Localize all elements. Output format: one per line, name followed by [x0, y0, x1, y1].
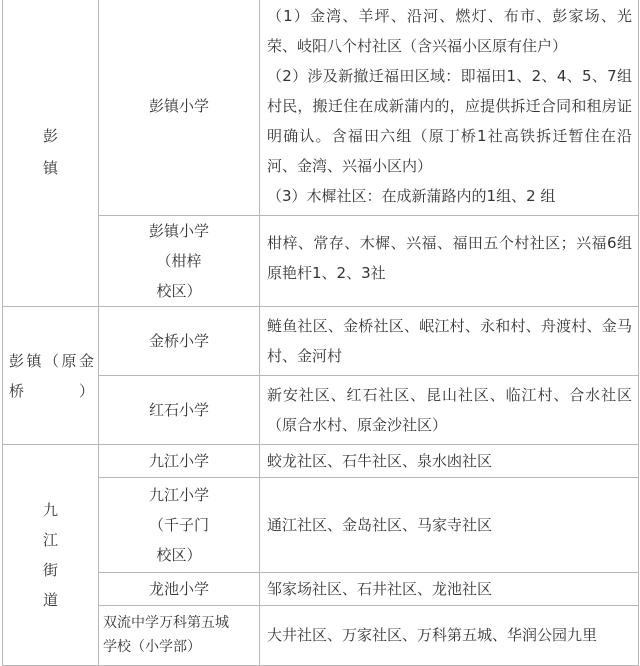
- area-cell: [260, 573, 639, 606]
- school-cell: [99, 376, 260, 445]
- town-cell: [3, 0, 99, 307]
- school-name-line: 学校（小学部）: [103, 639, 201, 656]
- school-name-line: （柑梓: [156, 252, 202, 270]
- school-name: 九江小学: [148, 451, 209, 470]
- school-name: 龙池小学: [148, 580, 209, 599]
- area-cell: [260, 477, 639, 573]
- area-item: 通江社区、金岛社区、马家寺社区: [267, 515, 493, 534]
- area-item: 新安社区、红石社区、昆山社区、临江村、合水社区（原合水村、原金沙社区）: [267, 386, 632, 434]
- area-item: 邹家场社区、石井社区、龙池社区: [267, 580, 493, 599]
- table-row: [3, 216, 639, 307]
- area-item: （3）木樨社区：在成新蒲路内的1组、2 组: [267, 187, 556, 205]
- area-cell: [260, 376, 639, 445]
- school-cell: [99, 477, 260, 573]
- town-cell: [3, 307, 99, 445]
- area-cell: [260, 216, 639, 307]
- area-cell: [260, 0, 639, 216]
- table-row: [3, 573, 639, 606]
- town-cell: [3, 445, 99, 666]
- school-cell: [99, 307, 260, 376]
- town-name: 彭镇（原金桥）: [9, 351, 94, 400]
- school-name: 彭镇小学: [148, 97, 209, 115]
- school-cell: [99, 573, 260, 606]
- table-row: [3, 376, 639, 445]
- school-name-line: 九江小学: [148, 485, 209, 504]
- school-cell: [99, 216, 260, 307]
- table-row: [3, 605, 639, 665]
- area-cell: [260, 445, 639, 478]
- area-item: 蛟龙社区、石牛社区、泉水凼社区: [267, 451, 493, 470]
- school-cell: [99, 0, 260, 216]
- school-name-line: （千子门: [148, 515, 209, 534]
- school-name: 金桥小学: [148, 332, 209, 350]
- school-district-table: [2, 0, 639, 666]
- school-name-line: 双流中学万科第五城: [103, 615, 229, 632]
- table-row: [3, 307, 639, 376]
- school-name-line: 彭镇小学: [148, 222, 209, 240]
- school-name-line: 校区）: [156, 282, 202, 300]
- town-name: 九江街道: [42, 501, 58, 609]
- area-item: 柑梓、常存、木樨、兴福、福田五个村社区；兴福6组原艳杆1、2、3社: [267, 234, 632, 282]
- school-name: 红石小学: [148, 401, 209, 419]
- school-cell: [99, 445, 260, 478]
- area-item: 鲢鱼社区、金桥社区、岷江村、永和村、舟渡村、金马村、金河村: [267, 317, 632, 365]
- town-name: 彭镇: [42, 126, 58, 177]
- area-item: 大井社区、万家社区、万科第五城、华润公园九里: [267, 626, 598, 645]
- area-cell: [260, 605, 639, 665]
- school-cell: [99, 605, 260, 665]
- table-row: [3, 477, 639, 573]
- area-item: （2）涉及新撤迁福田区域：即福田1、2、4、5、7组村民，搬迁住在成新蒲内的，应提供拆迁合同和租房证明确认。含福田六组（原丁桥1社高铁拆迁暂住在沿河、金湾、兴福小区内）: [267, 67, 632, 175]
- table-row: [3, 0, 639, 216]
- area-item: （1）金湾、羊坪、沿河、燃灯、布市、彭家场、光荣、岐阳八个村社区（含兴福小区原有住户）: [267, 7, 632, 55]
- area-cell: [260, 307, 639, 376]
- table-row: [3, 445, 639, 478]
- school-name-line: 校区）: [156, 545, 202, 564]
